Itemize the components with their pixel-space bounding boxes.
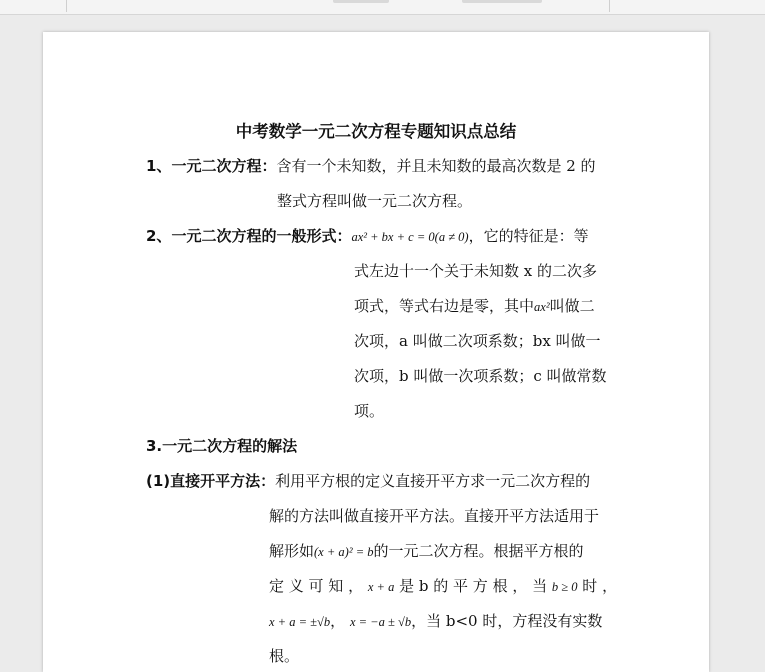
section-2-text-line [354,296,595,317]
subsection-text-line [269,576,618,597]
text-segment: 是 b 的 平 方 根 ， 当 [399,577,548,595]
subsection-title: 直接开平方法： [170,472,276,490]
section-2-text-line: 式左边十一个关于未知数 x 的二次多 [354,262,597,280]
subsection-heading [146,471,590,491]
section-text: 利用平方根的定义直接开平方求一元二次方程的 [275,472,591,490]
section-number: 2、 [146,227,172,245]
root-formula: x + a = ±√b [269,615,331,629]
section-1-text-line: 整式方程叫做一元二次方程。 [277,192,473,210]
section-2-text-line: 次项，b 叫做一次项系数；c 叫做常数 [354,367,607,385]
section-3-heading: 3.一元二次方程的解法 [146,437,298,455]
toolbar-tab[interactable] [333,0,389,3]
text-segment: ， [330,612,346,630]
section-heading: 一元二次方程： [171,157,277,175]
toolbar-divider [66,0,67,12]
text-segment: 项式，等式右边是零，其中 [354,297,535,315]
text-segment: 定 义 可 知 ， [269,577,364,595]
section-1-heading [146,156,596,176]
section-number: 1、 [146,157,172,175]
text-segment: 叫做二 [549,297,595,315]
subsection-text-line: 根。 [269,647,300,665]
section-2-heading [146,226,589,247]
document-page [43,32,709,672]
text-segment: ，当 b<0 时，方程没有实数 [411,612,603,630]
subsection-text-line: 解的方法叫做直接开平方法。直接开平方法适用于 [269,507,600,525]
section-2-text-line: 次项，a 叫做二次项系数；bx 叫做一 [354,332,601,350]
text-segment: 时 ， [582,577,618,595]
general-form-formula: ax² + bx + c = 0(a ≠ 0) [351,230,469,244]
inline-formula: x + a [367,580,395,594]
subsection-text-line [269,611,602,632]
toolbar-divider [609,0,610,12]
section-text: 含有一个未知数，并且未知数的最高次数是 2 的 [276,157,596,175]
solution-formula: x = −a ± √b [349,615,412,629]
top-toolbar [0,0,765,15]
text-segment: 的一元二次方程。根据平方根的 [373,542,584,560]
text-segment: 解形如 [269,542,315,560]
section-2-text-line: 项。 [354,402,385,420]
document-title: 中考数学一元二次方程专题知识点总结 [235,122,517,141]
subsection-text-line [269,541,584,562]
section-text: ，它的特征是：等 [468,227,589,245]
toolbar-tab[interactable] [462,0,542,3]
squared-form-formula: (x + a)² = b [314,545,374,559]
subsection-number: (1) [146,472,171,490]
section-heading: 一元二次方程的一般形式： [171,227,352,245]
inline-formula: b ≥ 0 [551,580,578,594]
quadratic-term-formula: ax² [534,300,550,314]
